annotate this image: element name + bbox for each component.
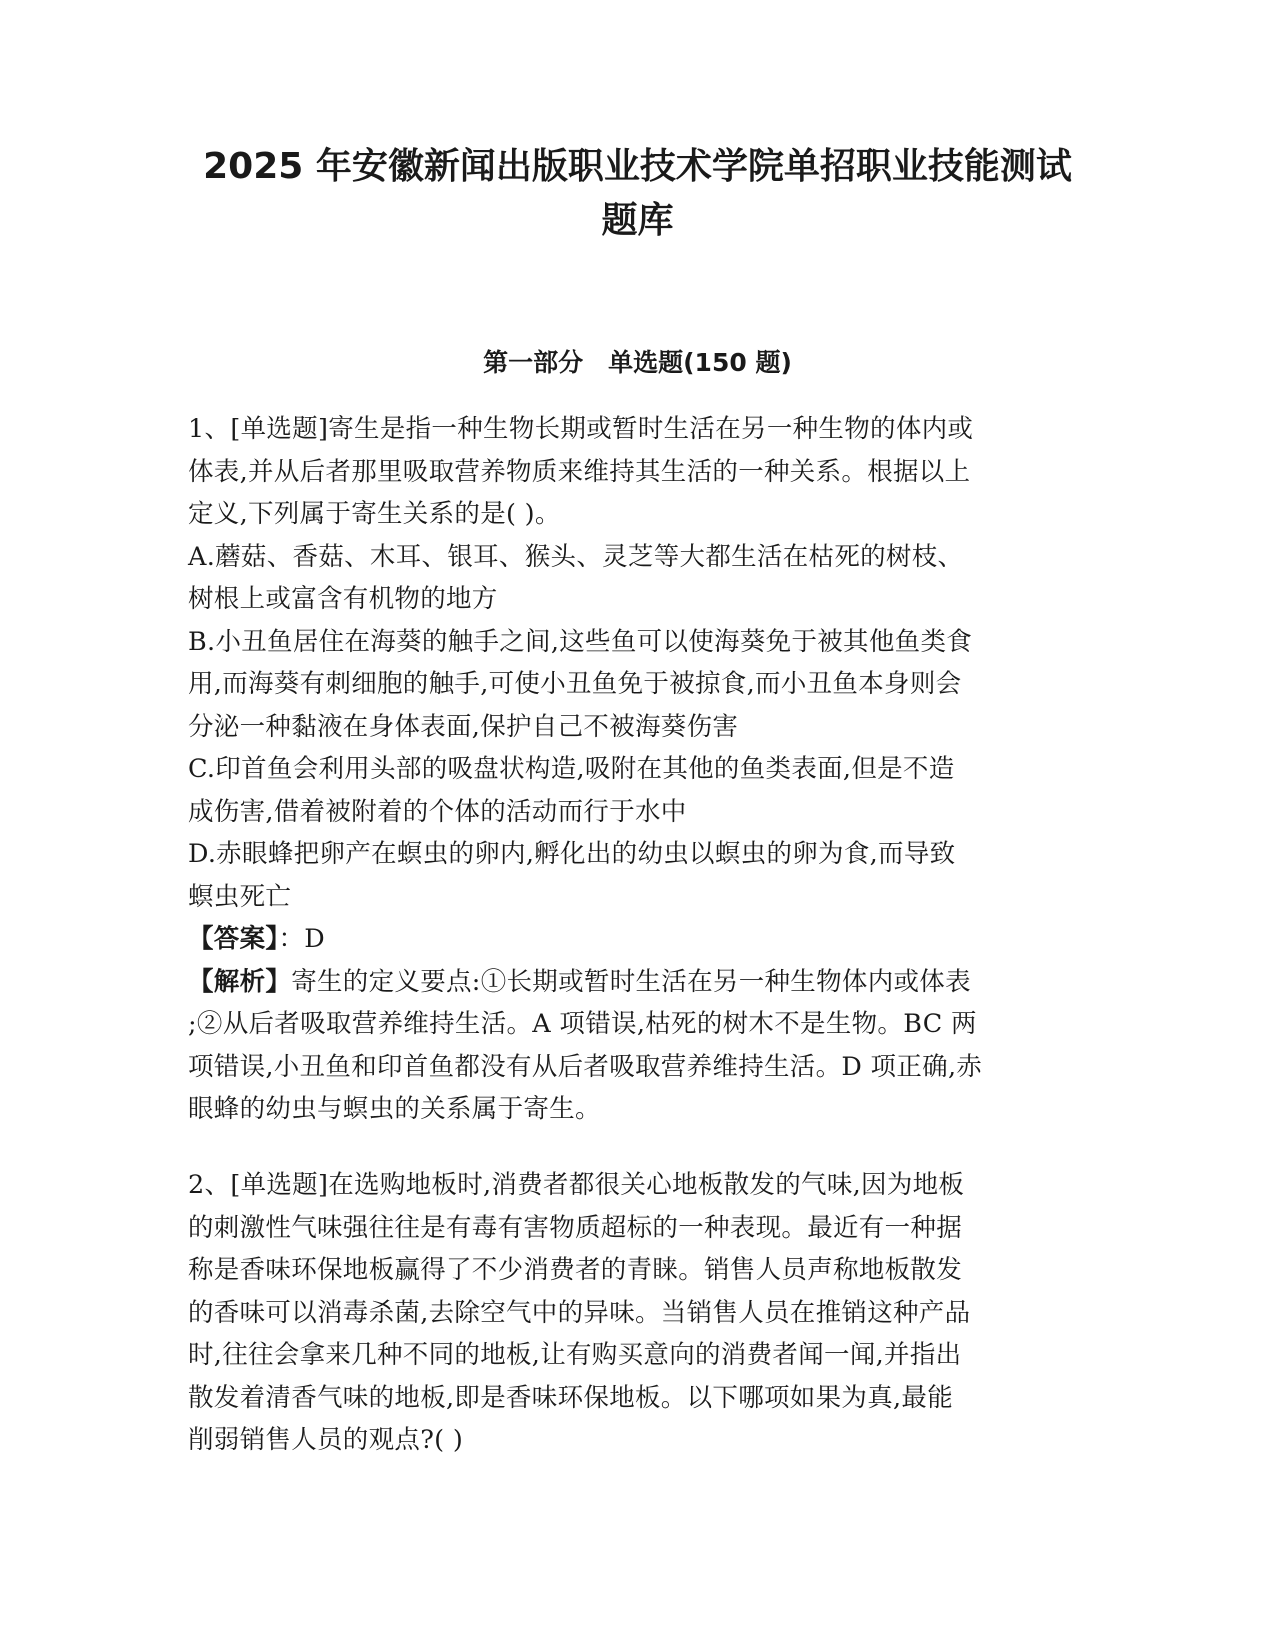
question-1-analysis — [188, 961, 1088, 1131]
document-title — [150, 140, 1125, 248]
question-2-stem-line: 散发着清香气味的地板,即是香味环保地板。以下哪项如果为真,最能 — [188, 1382, 954, 1413]
option-c-line: C.印首鱼会利用头部的吸盘状构造,吸附在其他的鱼类表面,但是不造 — [188, 754, 955, 784]
question-1-option-c — [188, 748, 1088, 833]
question-2-stem-line: 时,往往会拿来几种不同的地板,让有购买意向的消费者闻一闻,并指出 — [188, 1340, 962, 1370]
answer-value: ：D — [278, 924, 325, 954]
question-2-stem-line: 削弱销售人员的观点?( ) — [188, 1425, 464, 1455]
option-c-line: 成伤害,借着被附着的个体的活动而行于水中 — [188, 796, 687, 827]
question-1-option-a — [188, 536, 1088, 621]
question-2 — [188, 1164, 1088, 1462]
question-1 — [188, 408, 1088, 1131]
question-1-stem-line: 体表,并从后者那里吸取营养物质来维持其生活的一种关系。根据以上 — [188, 456, 971, 487]
question-1-option-d — [188, 833, 1088, 918]
section-title: 第一部分 单选题(150 题) — [483, 348, 792, 377]
question-1-stem-line: 定义,下列属于寄生关系的是( )。 — [188, 499, 561, 529]
question-2-stem-line: 的刺激性气味强往往是有毒有害物质超标的一种表现。最近有一种据 — [188, 1212, 963, 1243]
question-2-stem — [188, 1164, 1088, 1462]
question-1-answer — [188, 918, 1088, 961]
question-2-stem-line: 的香味可以消毒杀菌,去除空气中的异味。当销售人员在推销这种产品 — [188, 1297, 971, 1328]
option-b-line: B.小丑鱼居住在海葵的触手之间,这些鱼可以使海葵免于被其他鱼类食 — [188, 626, 973, 657]
option-d-line: 螟虫死亡 — [188, 881, 292, 912]
question-2-stem-line: 2、[单选题]在选购地板时,消费者都很关心地板散发的气味,因为地板 — [188, 1170, 965, 1200]
document-title-line-1: 2025 年安徽新闻出版职业技术学院单招职业技能测试 — [203, 146, 1072, 187]
answer-label: 【答案】 — [188, 924, 279, 954]
analysis-line: ;②从后者吸取营养维持生活。A 项错误,枯死的树木不是生物。BC 两 — [188, 1009, 977, 1039]
question-1-stem — [188, 408, 1088, 536]
option-b-line: 用,而海葵有刺细胞的触手,可使小丑鱼免于被掠食,而小丑鱼本身则会 — [188, 669, 962, 699]
analysis-label: 【解析】 — [188, 966, 292, 997]
document-title-line-2: 题库 — [601, 200, 674, 241]
analysis-line: 寄生的定义要点:①长期或暂时生活在另一种生物体内或体表 — [291, 966, 971, 997]
option-a-line: 树根上或富含有机物的地方 — [188, 584, 498, 614]
question-2-stem-line: 称是香味环保地板赢得了不少消费者的青睐。销售人员声称地板散发 — [188, 1255, 963, 1285]
question-1-stem-line: 1、[单选题]寄生是指一种生物长期或暂时生活在另一种生物的体内或 — [188, 414, 974, 444]
option-b-line: 分泌一种黏液在身体表面,保护自己不被海葵伤害 — [188, 711, 739, 742]
option-a-line: A.蘑菇、香菇、木耳、银耳、猴头、灵芝等大都生活在枯死的树枝、 — [188, 541, 964, 572]
analysis-first-line — [188, 961, 1088, 1004]
option-d-line: D.赤眼蜂把卵产在螟虫的卵内,孵化出的幼虫以螟虫的卵为食,而导致 — [188, 839, 956, 869]
analysis-line: 项错误,小丑鱼和印首鱼都没有从后者吸取营养维持生活。D 项正确,赤 — [188, 1051, 983, 1082]
analysis-line: 眼蜂的幼虫与螟虫的关系属于寄生。 — [188, 1094, 601, 1124]
question-1-option-b — [188, 621, 1088, 749]
